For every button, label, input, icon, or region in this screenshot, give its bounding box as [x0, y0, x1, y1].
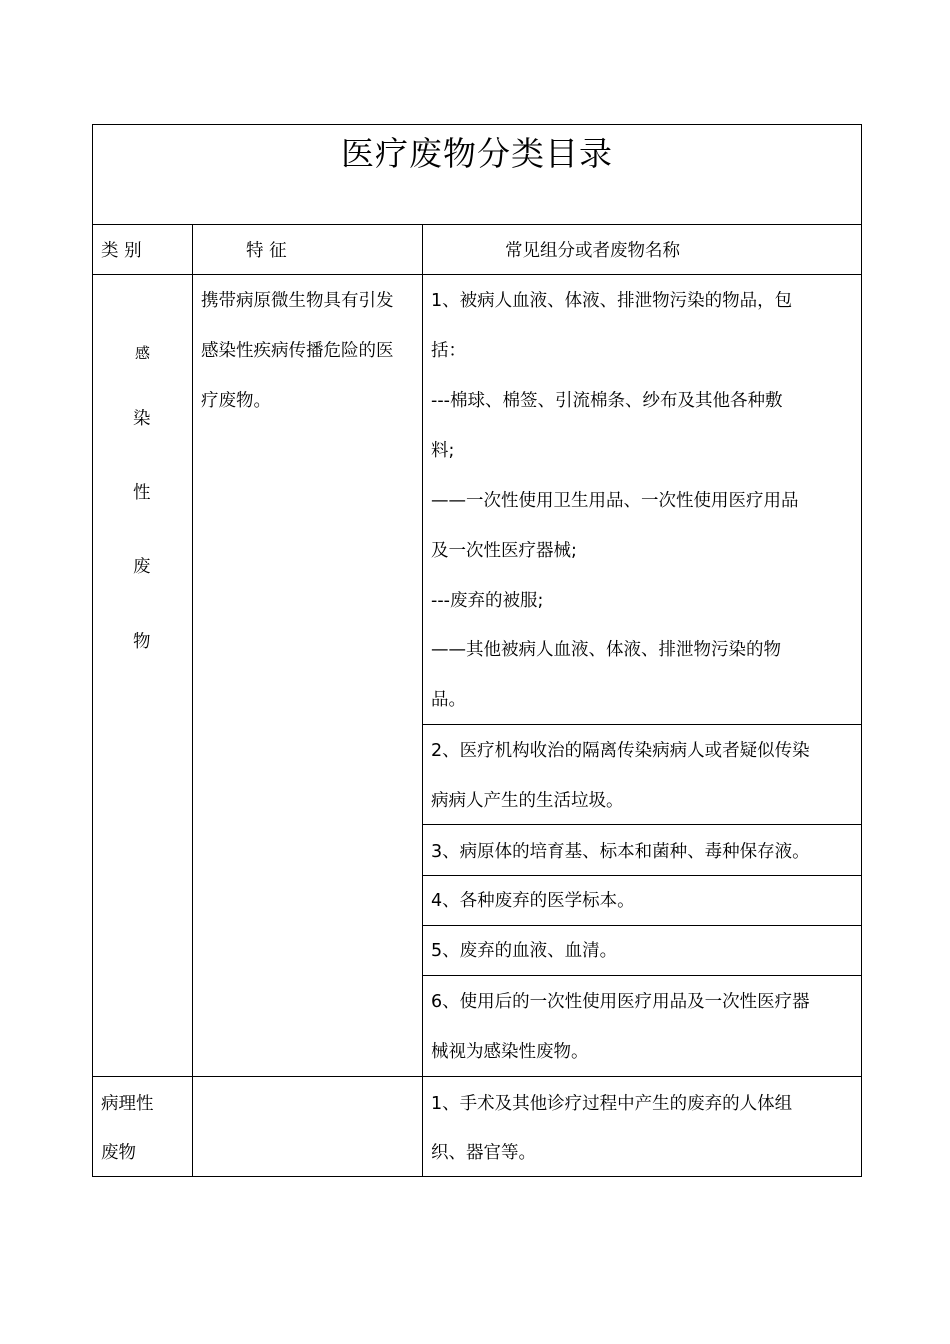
item-line: ——其他被病人血液、体液、排泄物污染的物 — [431, 640, 781, 660]
document-title: 医疗废物分类目录 — [341, 134, 613, 173]
category-char: 物 — [133, 632, 151, 652]
item-line: 1、手术及其他诊疗过程中产生的废弃的人体组 — [431, 1094, 793, 1114]
item-line: 1、被病人血液、体液、排泄物污染的物品，包 — [431, 291, 793, 311]
item-line: 品。 — [431, 690, 466, 710]
item-infectious-5: 5、废弃的血液、血清。 — [431, 941, 618, 961]
item-line: ---棉球、棉签、引流棉条、纱布及其他各种敷 — [431, 391, 783, 411]
item-line: 及一次性医疗器械; — [431, 541, 577, 561]
item-line: 料; — [431, 441, 455, 461]
item-line: 2、医疗机构收治的隔离传染病病人或者疑似传染 — [431, 741, 810, 761]
category-char: 废 — [133, 557, 151, 577]
item-line: 械视为感染性废物。 — [431, 1042, 589, 1062]
item-line: ---废弃的被服; — [431, 591, 544, 611]
item-line: 括： — [431, 341, 466, 361]
item-line: 6、使用后的一次性使用医疗用品及一次性医疗器 — [431, 992, 810, 1012]
category-char: 感 — [135, 344, 151, 362]
header-feature: 特 征 — [246, 241, 287, 261]
feature-line: 感染性疾病传播危险的医 — [201, 341, 394, 361]
feature-line: 携带病原微生物具有引发 — [201, 291, 394, 311]
item-line: 织、器官等。 — [431, 1143, 536, 1163]
category-char: 染 — [133, 409, 151, 429]
header-items: 常见组分或者废物名称 — [505, 241, 680, 261]
item-infectious-3: 3、病原体的培育基、标本和菌种、毒种保存液。 — [431, 842, 810, 862]
item-infectious-4: 4、各种废弃的医学标本。 — [431, 891, 635, 911]
item-line: 病病人产生的生活垃圾。 — [431, 791, 624, 811]
category-line: 废物 — [101, 1143, 136, 1163]
category-line: 病理性 — [101, 1094, 154, 1114]
category-char: 性 — [133, 483, 151, 503]
item-line: ——一次性使用卫生用品、一次性使用医疗用品 — [431, 491, 799, 511]
header-category: 类 别 — [101, 241, 142, 261]
feature-line: 疗废物。 — [201, 391, 271, 411]
